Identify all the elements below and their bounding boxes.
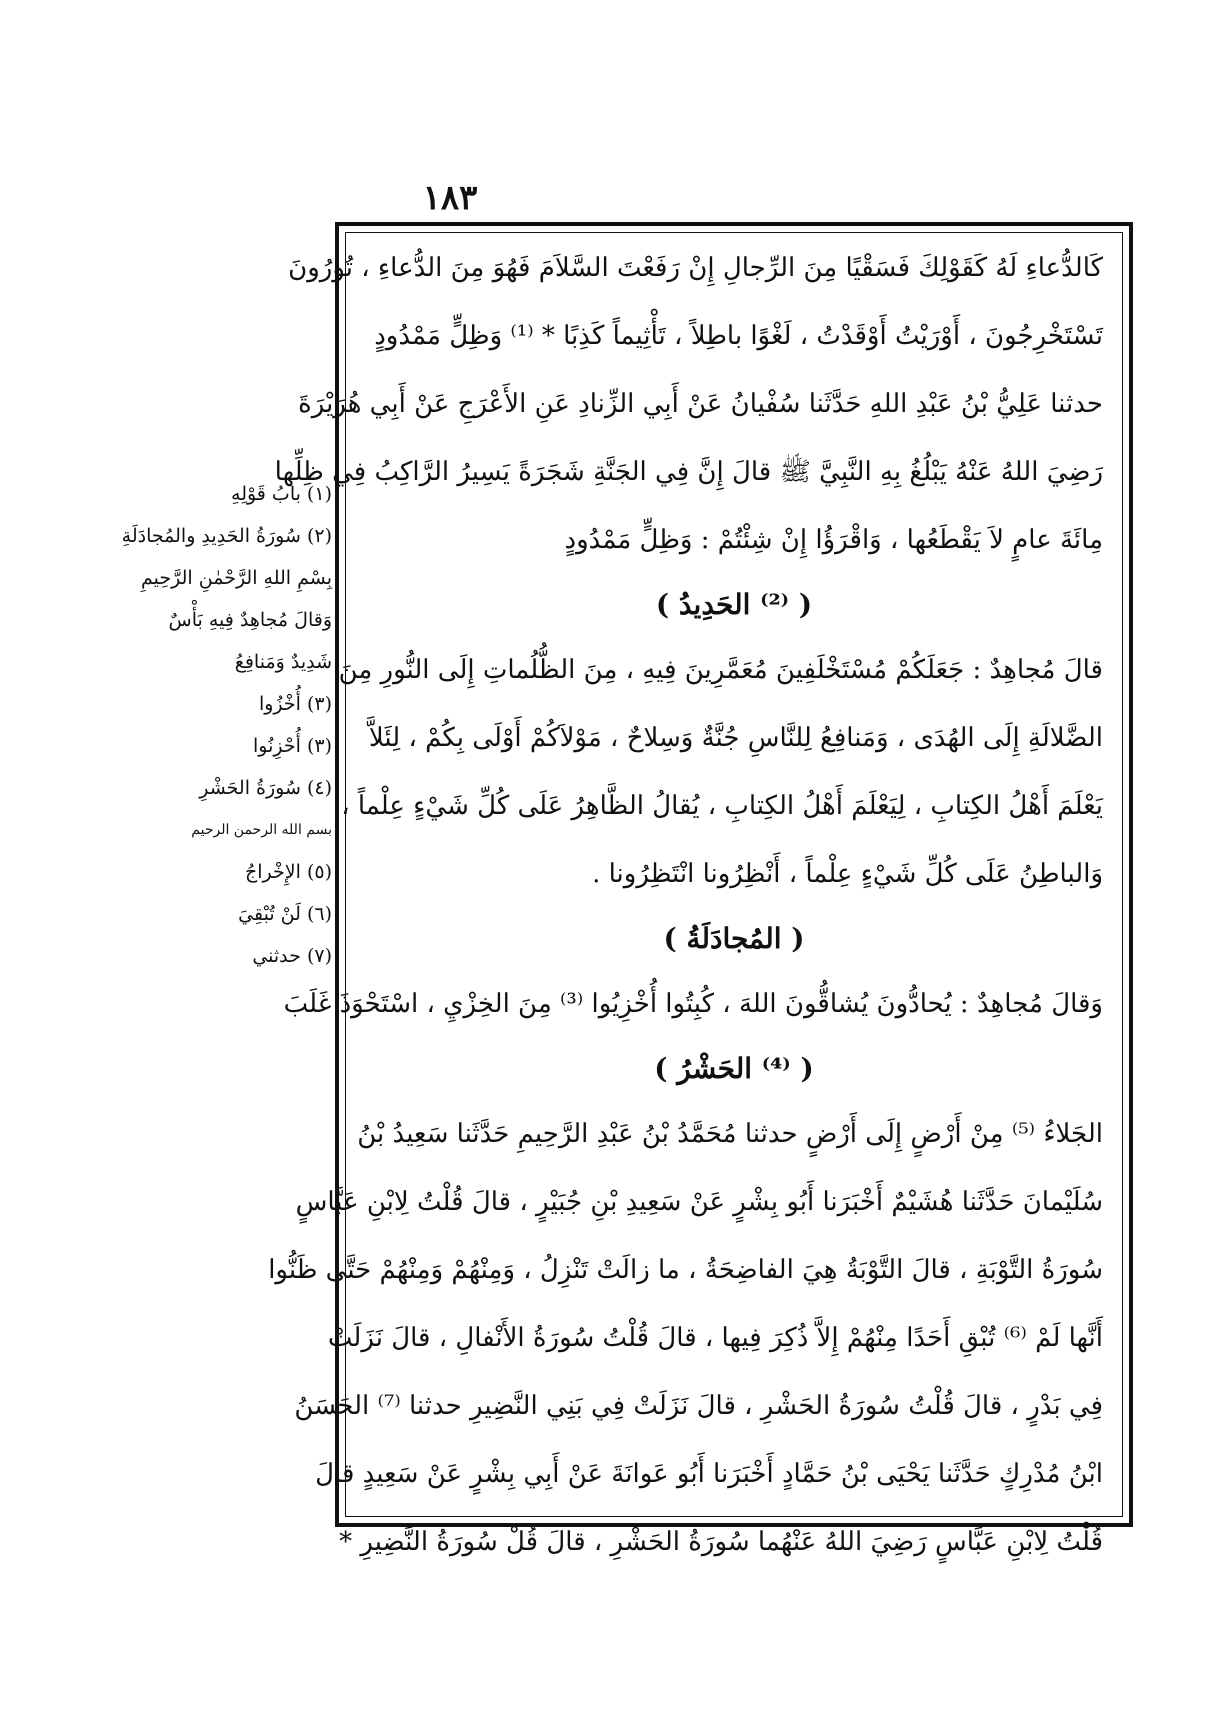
text-line: قُلْتُ لِابْنِ عَبَّاسٍ رَضِيَ اللهُ عَنْهُما سُورَةُ الحَشْرِ ، قالَ قُلْ سُورَةُ النَّضِيرِ * <box>339 1527 1103 1557</box>
text-line: سُورَةُ التَّوْبَةِ ، قالَ التَّوْبَةُ هِيَ الفاضِحَةُ ، ما زالَتْ تَنْزِلُ ، وَمِنْهُمْ وَمِنْهُمْ حَتَّى ظَنُّوا <box>268 1255 1103 1285</box>
margin-note: (٣) أُحْزِنُوا <box>253 735 332 757</box>
page-number: ١٨٣ <box>422 178 478 218</box>
margin-note: وَقالَ مُجاهِدٌ فِيهِ بَأْسٌ <box>168 609 332 631</box>
text-line: وَالباطِنُ عَلَى كُلِّ شَيْءٍ عِلْماً ، أَنْظِرُونا انْتَظِرُونا . <box>592 859 1103 889</box>
margin-note: (٦) لَنْ تُبْقِيَ <box>238 903 332 925</box>
margin-note: (٣) أُخْزُوا <box>258 693 332 715</box>
text-line: قالَ مُجاهِدٌ : جَعَلَكُمْ مُسْتَخْلَفِينَ مُعَمَّرِينَ فِيهِ ، مِنَ الظُّلُماتِ إِلَى النُّورِ مِنَ <box>338 655 1103 685</box>
margin-note: (٤) سُورَةُ الحَشْرِ <box>199 777 332 799</box>
section-heading: ( ⁽²⁾ الحَدِيدُ ) <box>655 588 813 621</box>
text-line: كَالدُّعاءِ لَهُ كَقَوْلِكَ فَسَقْيًا مِنَ الرِّجالِ إِنْ رَفَعْتَ السَّلاَمَ فَهُوَ مِنَ الدُّعاءِ ، تُورُونَ <box>288 253 1103 283</box>
text-line: ابْنُ مُدْرِكٍ حَدَّثَنا يَحْيَى بْنُ حَمَّادٍ أَخْبَرَنا أَبُو عَوانَةَ عَنْ أَبِي بِشْرٍ عَنْ سَعِيدٍ قالَ <box>315 1459 1103 1489</box>
margin-note: (٥) الإِخْراجُ <box>245 861 332 883</box>
text-line: سُلَيْمانَ حَدَّثَنا هُشَيْمٌ أَخْبَرَنا أَبُو بِشْرٍ عَنْ سَعِيدِ بْنِ جُبَيْرٍ ، قالَ قُلْتُ لِابْنِ عَبَّاسٍ <box>295 1187 1103 1217</box>
margin-note: بسم الله الرحمن الرحيم <box>191 822 332 838</box>
text-line: تَسْتَخْرِجُونَ ، أَوْرَيْتُ أَوْقَدْتُ ، لَغْوًا باطِلاً ، تَأْثِيماً كَذِبًا * ⁽¹⁾ وَظِلٍّ مَمْدُودٍ <box>374 321 1103 351</box>
text-line: الضَّلالَةِ إِلَى الهُدَى ، وَمَنافِعُ لِلنَّاسِ جُنَّةٌ وَسِلاحٌ ، مَوْلاَكُمْ أَوْلَى بِكُمْ ، لِئَلاَّ <box>368 723 1103 753</box>
text-line: فِي بَدْرٍ ، قالَ قُلْتُ سُورَةُ الحَشْرِ ، قالَ نَزَلَتْ فِي بَنِي النَّضِيرِ حدثنا ⁽⁷⁾ الحَسَنُ <box>294 1391 1103 1421</box>
text-line: يَعْلَمَ أَهْلُ الكِتابِ ، لِيَعْلَمَ أَهْلُ الكِتابِ ، يُقالُ الظَّاهِرُ عَلَى كُلِّ شَيْءٍ عِلْماً ، <box>341 791 1103 821</box>
text-line: رَضِيَ اللهُ عَنْهُ يَبْلُغُ بِهِ النَّبِيَّ ﷺ قالَ إِنَّ فِي الجَنَّةِ شَجَرَةً يَسِيرُ الرَّاكِبُ فِي ظِلِّها <box>274 457 1103 487</box>
text-line: أَنَّها لَمْ ⁽⁶⁾ تُبْقِ أَحَدًا مِنْهُمْ إِلاَّ ذُكِرَ فِيها ، قالَ قُلْتُ سُورَةُ الأَنْفالِ ، قالَ نَزَلَتْ <box>327 1323 1103 1353</box>
text-line: مِائَةَ عامٍ لاَ يَقْطَعُها ، وَاقْرَؤُا إِنْ شِئْتُمْ : وَظِلٍّ مَمْدُودٍ <box>564 525 1103 555</box>
section-heading: ( ⁽⁴⁾ الحَشْرُ ) <box>654 1052 814 1085</box>
margin-notes <box>121 480 332 984</box>
margin-note: (٧) حدثني <box>252 945 332 967</box>
section-heading: ( المُجادَلَةُ ) <box>663 922 805 955</box>
margin-note: شَدِيدٌ وَمَنافِعُ <box>234 651 332 673</box>
text-line: الجَلاءُ ⁽⁵⁾ مِنْ أَرْضٍ إِلَى أَرْضٍ حدثنا مُحَمَّدُ بْنُ عَبْدِ الرَّحِيمِ حَدَّثَنا سَعِيدُ بْنُ <box>357 1119 1103 1149</box>
margin-note: بِسْمِ اللهِ الرَّحْمٰنِ الرَّحِيمِ <box>141 567 332 589</box>
text-line: وَقالَ مُجاهِدٌ : يُحادُّونَ يُشاقُّونَ اللهَ ، كُبِتُوا أُخْزِيُوا ⁽³⁾ مِنَ الخِزْيِ ، اسْتَحْوَذَ غَلَبَ <box>283 989 1103 1019</box>
text-line: حدثنا عَلِيُّ بْنُ عَبْدِ اللهِ حَدَّثَنا سُفْيانُ عَنْ أَبِي الزِّنادِ عَنِ الأَعْرَجِ عَنْ أَبِي هُرَيْرَةَ <box>298 389 1103 419</box>
margin-note: (٢) سُورَةُ الحَدِيدِ والمُجادَلَةِ <box>121 525 332 547</box>
margin-note: (١) بابُ قَوْلِهِ <box>231 483 332 505</box>
